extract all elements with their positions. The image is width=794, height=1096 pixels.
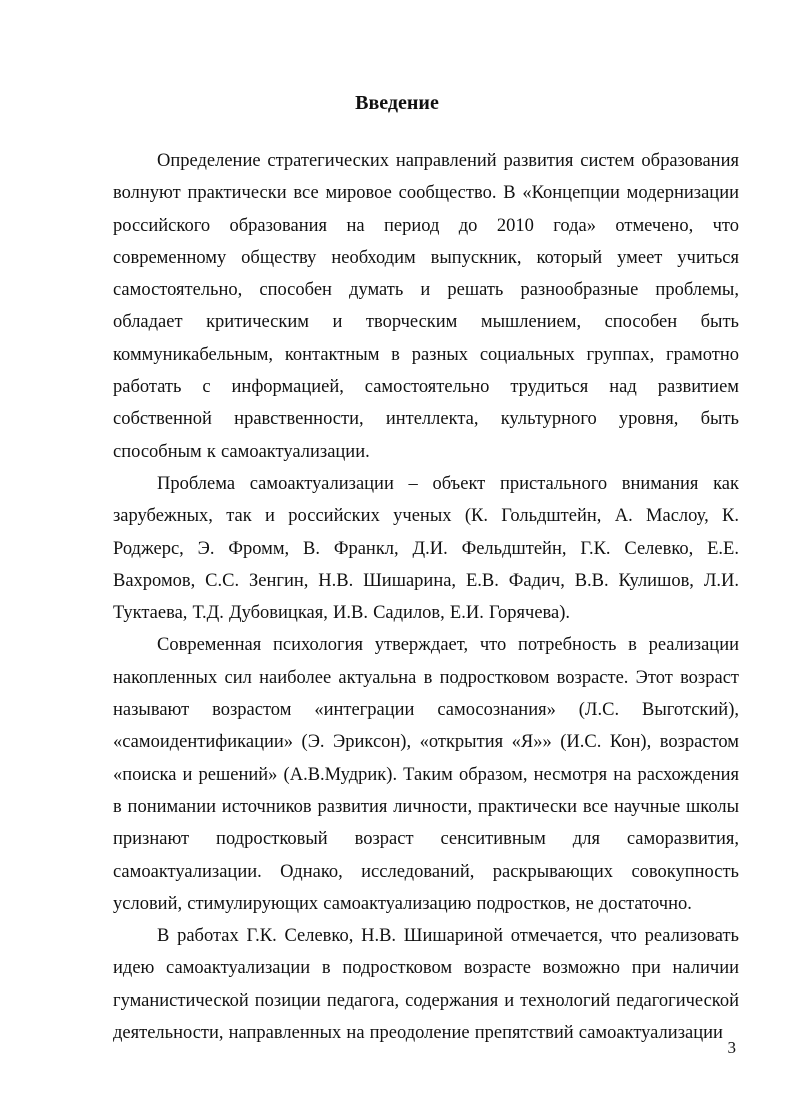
- paragraph-2: Проблема самоактуализации – объект пристального внимания как зарубежных, так и российских ученых (К. Гольдштейн, А. Маслоу, К. Роджерс, Э. Фромм, В. Франкл, Д.И. Фельдштейн, Г.К. Селевко, Е.Е. Вахромов, С.С. Зенгин, Н.В. Шишарина, Е.В. Фадич, В.В. Кулишов, Л.И. Туктаева, Т.Д. Дубовицкая, И.В. Садилов, Е.И. Горячева).: [113, 473, 739, 624]
- page-title: Введение: [355, 92, 439, 115]
- paragraph-4: В работах Г.К. Селевко, Н.В. Шишариной отмечается, что реализовать идею самоактуализации в подростковом возрасте возможно при наличии гуманистической позиции педагога, содержания и технологий педагогической деятельности, направленных на преодоление препятствий самоактуализации: [113, 926, 739, 1044]
- paragraph-1: Определение стратегических направлений развития систем образования волнуют практически все мировое сообщество. В «Концепции модернизации российского образования на период до 2010 года» отмечено, что современному обществу необходим выпускник, который умеет учиться самостоятельно, способен думать и решать разнообразные проблемы, обладает критическим и творческим мышлением, способен быть коммуникабельным, контактным в разных социальных группах, грамотно работать с информацией, самостоятельно трудиться над развитием собственной нравственности, интеллекта, культурного уровня, быть способным к самоактуализации.: [113, 151, 739, 462]
- page-number: 3: [727, 1038, 736, 1057]
- paragraph-3: Современная психология утверждает, что потребность в реализации накопленных сил наиболее актуальна в подростковом возрасте. Этот возраст называют возрастом «интеграции самосознания» (Л.С. Выготский), «самоидентификации» (Э. Эриксон), «открытия «Я»» (И.С. Кон), возрастом «поиска и решений» (А.В.Мудрик). Таким образом, несмотря на расхождения в понимании источников развития личности, практически все научные школы признают подростковый возраст сенситивным для саморазвития, самоактуализации. Однако, исследований, раскрывающих совокупность условий, стимулирующих самоактуализацию подростков, не достаточно.: [113, 635, 739, 914]
- body-text: [113, 145, 739, 1049]
